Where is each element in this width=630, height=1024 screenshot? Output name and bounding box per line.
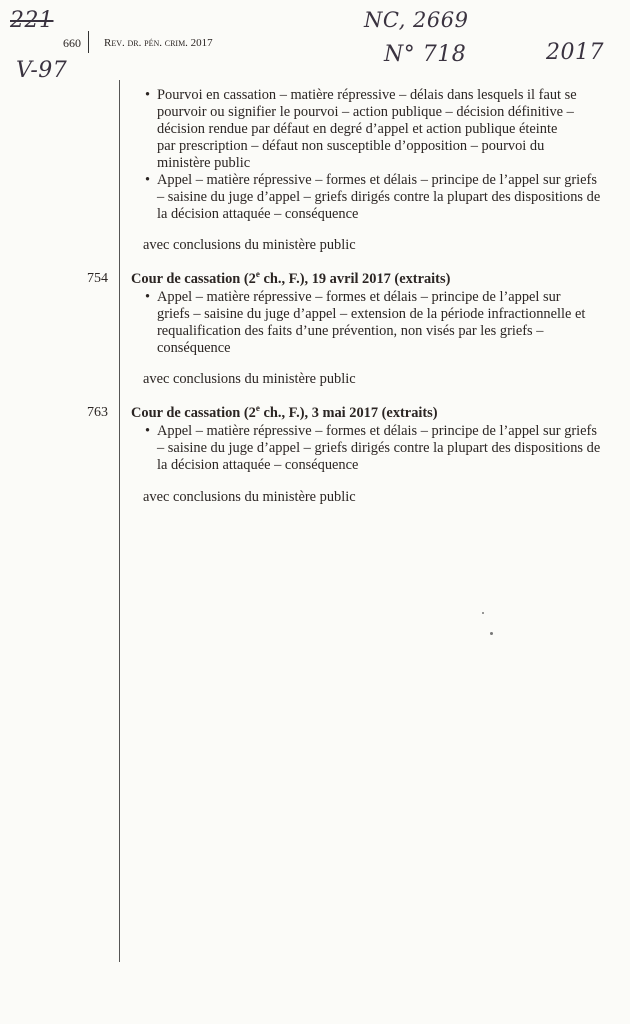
bullet-icon: • [145, 172, 151, 188]
journal-title: Rev. dr. pén. crim. 2017 [104, 37, 213, 49]
bullet-icon: • [145, 289, 151, 305]
handwritten-note-top-center: NC, 2669 [364, 8, 469, 32]
entry-1-bullet-1: Pourvoi en cassation – matière répressive – délais dans lesquels il faut se pourvoir ou signifier le pourvoi – action publique – décision définitive – décision rendue par défaut en degré d’appel et action publique éteinte par prescription – défaut non susceptible d’opposition – pourvoi du ministère public [157, 87, 577, 171]
handwritten-note-top-left: 221 [10, 8, 54, 33]
entry-2-bullet-1: Appel – matière répressive – formes et délais – principe de l’appel sur griefs – saisine du juge d’appel – extension de la période infractionnelle et requalification des faits d’une prévention, non visés par les griefs – conséquence [157, 289, 586, 356]
entry-3-bullet-1: Appel – matière répressive – formes et délais – principe de l’appel sur griefs – saisine du juge d’appel – griefs dirigés contre la plupart des dispositions de la décision attaquée – conséquence [157, 423, 601, 473]
entry-1-bullet-2: Appel – matière répressive – formes et délais – principe de l’appel sur griefs – saisine du juge d’appel – griefs dirigés contre la plupart des dispositions de la décision attaquée – conséquence [157, 172, 601, 222]
scan-speck [490, 632, 493, 635]
handwritten-note-right: 2017 [546, 40, 604, 65]
scan-speck [482, 612, 484, 614]
entry-3-conclusion: avec conclusions du ministère public [143, 489, 356, 505]
entry-2-conclusion: avec conclusions du ministère public [143, 371, 356, 387]
header-divider [88, 31, 89, 53]
handwritten-note-center: N° 718 [384, 42, 467, 67]
entry-2-court-heading: Cour de cassation (2e ch., F.), 19 avril 2017 (extraits) [131, 269, 451, 287]
entry-number-763: 763 [87, 405, 108, 420]
entry-1-conclusion: avec conclusions du ministère public [143, 237, 356, 253]
bullet-icon: • [145, 423, 151, 439]
handwritten-note-left: V-97 [16, 58, 68, 83]
entry-3-court-heading: Cour de cassation (2e ch., F.), 3 mai 2017 (extraits) [131, 403, 438, 421]
page-number: 660 [63, 36, 81, 50]
margin-rule [119, 80, 120, 962]
bullet-icon: • [145, 87, 151, 103]
entry-number-754: 754 [87, 271, 108, 286]
